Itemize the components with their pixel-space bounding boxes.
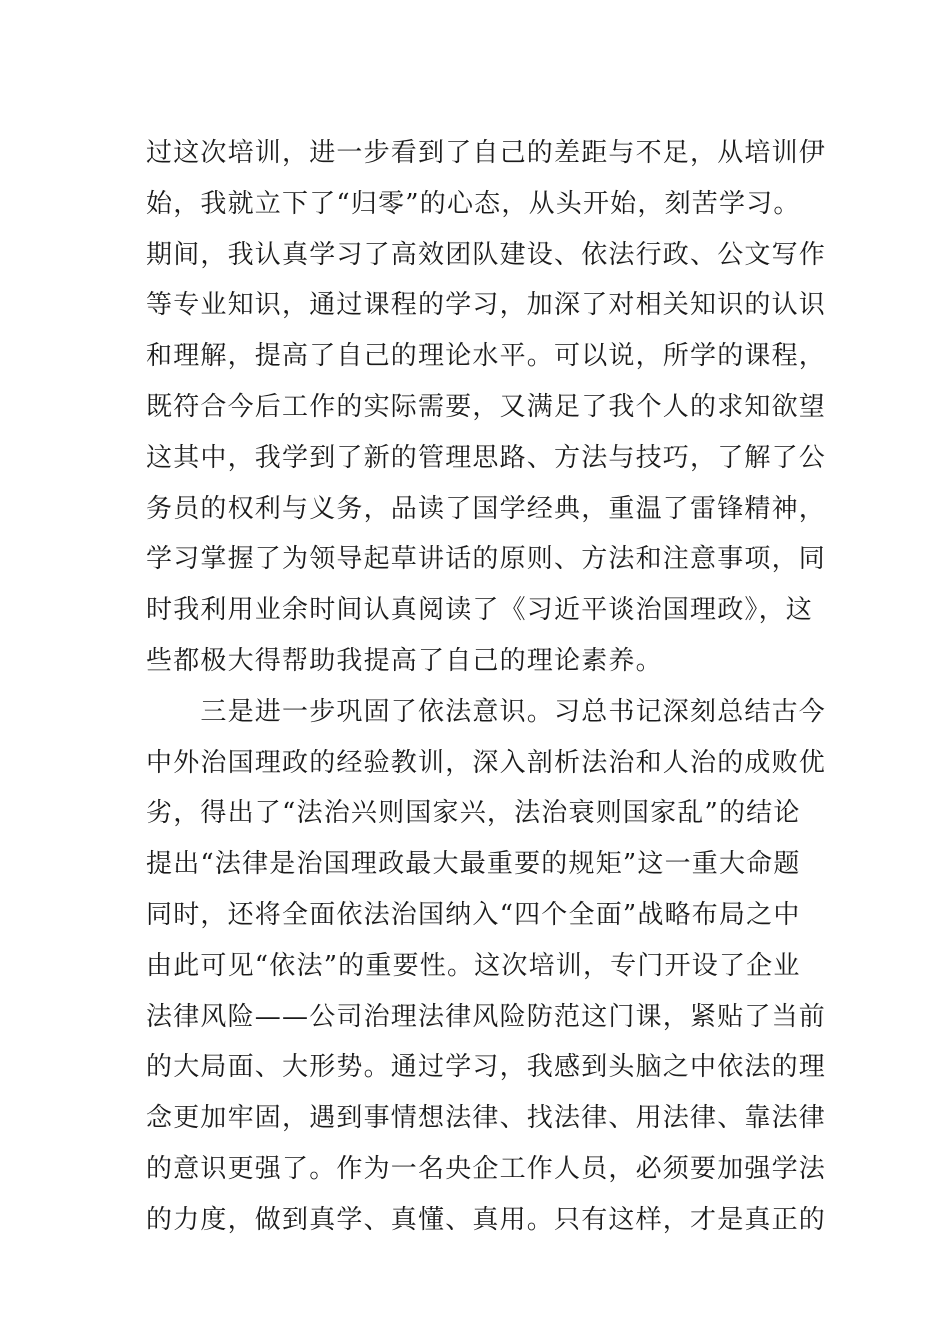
text-line: 同时，还将全面依法治国纳入“四个全面”战略布局之中 [146,899,801,930]
body-text [146,128,826,1246]
text-line: 既符合今后工作的实际需要，又满足了我个人的求知欲望 [146,391,827,422]
text-line: 等专业知识，通过课程的学习，加深了对相关知识的认识 [146,290,827,321]
text-line: 的大局面、大形势。通过学习，我感到头脑之中依法的理 [146,1052,827,1083]
text-line: 和理解，提高了自己的理论水平。可以说，所学的课程， [146,341,827,372]
text-line: 些都极大得帮助我提高了自己的理论素养。 [146,645,663,676]
text-line: 时我利用业余时间认真阅读了《习近平谈治国理政》，这 [146,595,814,626]
text-line: 这其中，我学到了新的管理思路、方法与技巧，了解了公 [146,442,827,473]
text-line: 务员的权利与义务，品读了国学经典，重温了雷锋精神， [146,493,827,524]
paragraph-start-line: 三是进一步巩固了依法意识。习总书记深刻总结古今 [146,696,827,727]
text-line: 中外治国理政的经验教训，深入剖析法治和人治的成败优 [146,747,827,778]
text-line: 法律风险——公司治理法律风险防范这门课，紧贴了当前 [146,1001,827,1032]
text-line: 始，我就立下了“归零”的心态，从头开始，刻苦学习。 [146,188,801,219]
text-line: 的力度，做到真学、真懂、真用。只有这样，才是真正的 [146,1204,827,1235]
text-line: 过这次培训，进一步看到了自己的差距与不足，从培训伊 [146,138,827,168]
text-line: 劣，得出了“法治兴则国家兴，法治衰则国家乱”的结论 [146,798,801,829]
text-line: 念更加牢固，遇到事情想法律、找法律、用法律、靠法律 [146,1103,827,1134]
text-line: 期间，我认真学习了高效团队建设、依法行政、公文写作 [146,239,827,270]
text-line: 由此可见“依法”的重要性。这次培训，专门开设了企业 [146,950,801,981]
text-line: 提出“法律是治国理政最大最重要的规矩”这一重大命题 [146,849,801,880]
text-line: 的意识更强了。作为一名央企工作人员，必须要加强学法 [146,1153,827,1184]
text-line: 学习掌握了为领导起草讲话的原则、方法和注意事项，同 [146,544,827,575]
